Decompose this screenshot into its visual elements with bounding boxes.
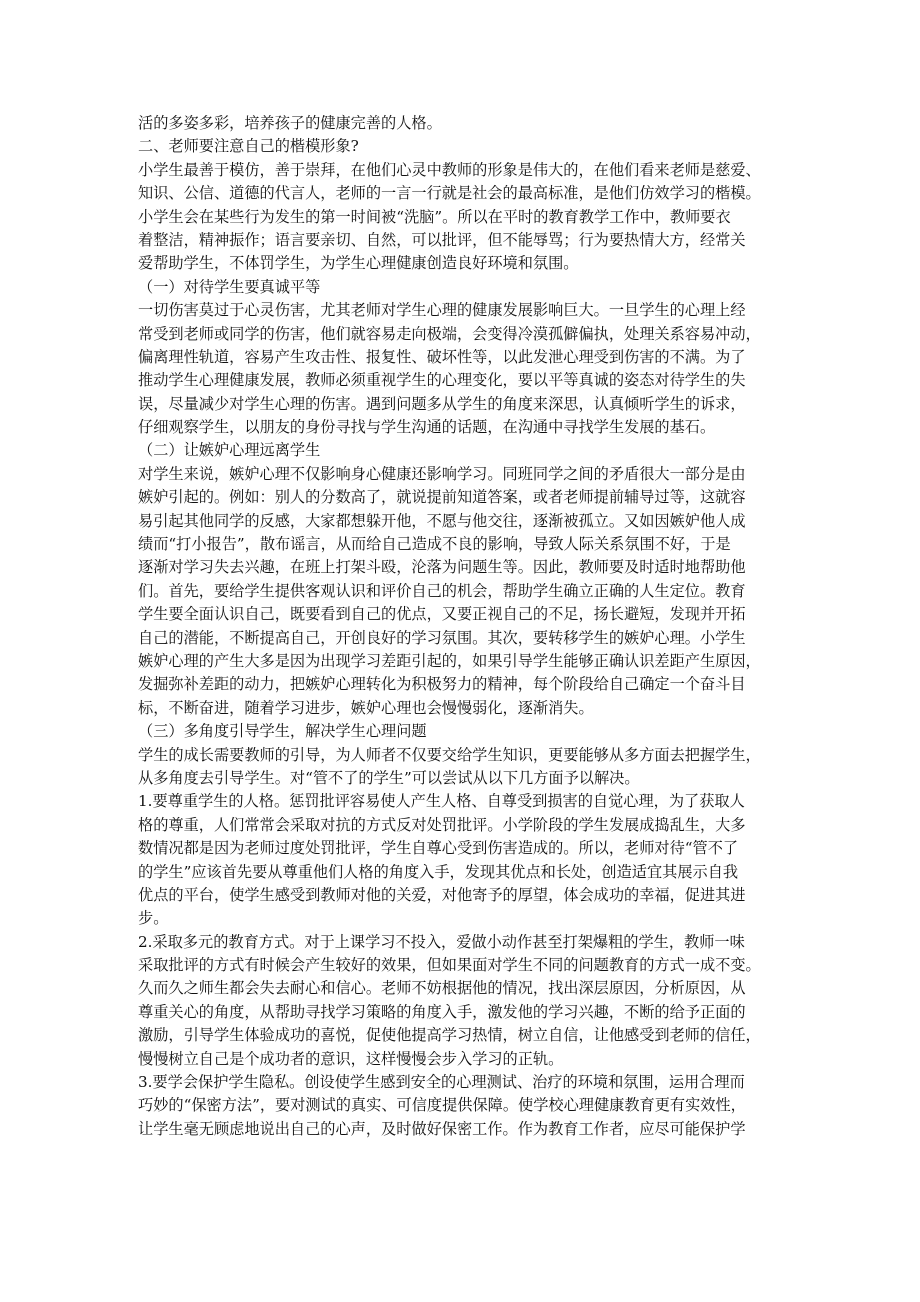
text-line: 们。首先，要给学生提供客观认识和评价自己的机会，帮助学生确立正确的人生定位。教育	[138, 581, 746, 600]
document-body	[138, 112, 788, 1141]
text-line: 自己的潜能，不断提高自己，开创良好的学习氛围。其次，要转移学生的嫉妒心理。小学生	[138, 628, 746, 647]
text-line: 1.要尊重学生的人格。惩罚批评容易使人产生人格、自尊受到损害的自觉心理，为了获取人	[138, 792, 745, 811]
text-line: 仔细观察学生，以朋友的身份寻找与学生沟通的话题，在沟通中寻找学生发展的基石。	[138, 418, 716, 437]
text-line: 着整洁，精神振作；语言要亲切、自然，可以批评，但不能辱骂；行为要热情大方，经常关	[138, 230, 746, 249]
text-line: 易引起其他同学的反感，大家都想躲开他，不愿与他交往，逐渐被孤立。又如因嫉妒他人成	[138, 511, 746, 530]
text-line: 巧妙的“保密方法”，要对测试的真实、可信度提供保障。使学校心理健康教育更有实效性，	[138, 1096, 746, 1115]
text-line: 逐渐对学习失去兴趣，在班上打架斗殴，沦落为问题生等。因此，教师要及时适时地帮助他	[138, 558, 746, 577]
text-line: 学生的成长需要教师的引导，为人师者不仅要交给学生知识，更要能够从多方面去把握学生，	[138, 745, 761, 764]
text-line: 从多角度去引导学生。对“管不了的学生”可以尝试从以下几方面予以解决。	[138, 768, 640, 787]
section-heading: （三）多角度引导学生，解决学生心理问题	[138, 722, 427, 741]
section-heading: （二）让嫉妒心理远离学生	[138, 441, 321, 460]
text-line: 让学生毫无顾虑地说出自己的心声，及时做好保密工作。作为教育工作者，应尽可能保护学	[138, 1119, 746, 1138]
text-line: 知识、公信、道德的代言人，老师的一言一行就是社会的最高标准，是他们仿效学习的楷模。	[138, 184, 761, 203]
text-line: 常受到老师或同学的伤害，他们就容易走向极端，会变得冷漠孤僻偏执，处理关系容易冲动，	[138, 324, 761, 343]
text-line: 激励，引导学生体验成功的喜悦，促使他提高学习热情，树立自信，让他感受到老师的信任，	[138, 1026, 761, 1045]
text-line: 3.要学会保护学生隐私。创设使学生感到安全的心理测试、治疗的环境和氛围，运用合理而	[138, 1073, 745, 1092]
text-line: 格的尊重，人们常常会采取对抗的方式反对处罚批评。小学阶段的学生发展成捣乱生，大多	[138, 815, 746, 834]
section-heading: 二、老师要注意自己的楷模形象?	[138, 137, 359, 156]
text-line: 步。	[138, 909, 169, 928]
text-line: 采取批评的方式有时候会产生较好的效果，但如果面对学生不同的问题教育的方式一成不变。	[138, 956, 761, 975]
text-line: 数情况都是因为老师过度处罚批评，学生自尊心受到伤害造成的。所以，老师对待“管不了	[138, 839, 739, 858]
text-line: 小学生会在某些行为发生的第一时间被“洗脑”。所以在平时的教育教学工作中，教师要衣	[138, 207, 731, 226]
text-line: 对学生来说，嫉妒心理不仅影响身心健康还影响学习。同班同学之间的矛盾很大一部分是由	[138, 464, 746, 483]
text-line: 优点的平台，使学生感受到教师对他的关爱，对他寄予的厚望，体会成功的幸福，促进其进	[138, 885, 746, 904]
text-line: 偏离理性轨道，容易产生攻击性、报复性、破坏性等，以此发泄心理受到伤害的不满。为了	[138, 347, 746, 366]
text-line: 的学生”应该首先要从尊重他们人格的角度入手，发现其优点和长处，创造适宜其展示自我	[138, 862, 739, 881]
text-line: 尊重关心的角度，从帮助寻找学习策略的角度入手，激发他的学习兴趣，不断的给予正面的	[138, 1002, 746, 1021]
text-line: 爱帮助学生，不体罚学生，为学生心理健康创造良好环境和氛围。	[138, 254, 579, 273]
text-line: 嫉妒引起的。例如：别人的分数高了，就说提前知道答案，或者老师提前辅导过等，这就容	[138, 488, 746, 507]
text-line: 一切伤害莫过于心灵伤害，尤其老师对学生心理的健康发展影响巨大。一旦学生的心理上经	[138, 301, 746, 320]
text-line: 嫉妒心理的产生大多是因为出现学习差距引起的，如果引导学生能够正确认识差距产生原因，	[138, 651, 761, 670]
text-line: 小学生最善于模仿，善于崇拜，在他们心灵中教师的形象是伟大的，在他们看来老师是慈爱、	[138, 160, 761, 179]
text-line: 绩而“打小报告”，散布谣言，从而给自己造成不良的影响，导致人际关系氛围不好，于是	[138, 535, 731, 554]
text-line: 标，不断奋进，随着学习进步，嫉妒心理也会慢慢弱化，逐渐消失。	[138, 698, 594, 717]
text-line: 学生要全面认识自己，既要看到自己的优点，又要正视自己的不足，扬长避短，发现并开拓	[138, 605, 746, 624]
text-line: 活的多姿多彩，培养孩子的健康完善的人格。	[138, 114, 442, 132]
text-line: 2.采取多元的教育方式。对于上课学习不投入，爱做小动作甚至打架爆粗的学生，教师一味	[138, 932, 745, 951]
text-line: 推动学生心理健康发展，教师必须重视学生的心理变化，要以平等真诚的姿态对待学生的失	[138, 371, 746, 390]
section-heading: （一）对待学生要真诚平等	[138, 277, 321, 296]
text-line: 慢慢树立自己是个成功者的意识，这样慢慢会步入学习的正轨。	[138, 1049, 564, 1068]
text-line: 发掘弥补差距的动力，把嫉妒心理转化为积极努力的精神，每个阶段给自己确定一个奋斗目	[138, 675, 746, 694]
text-line: 误，尽量减少对学生心理的伤害。遇到问题多从学生的角度来深思，认真倾听学生的诉求，	[138, 394, 746, 413]
text-line: 久而久之师生都会失去耐心和信心。老师不妨根据他的情况，找出深层原因，分析原因，从	[138, 979, 746, 998]
